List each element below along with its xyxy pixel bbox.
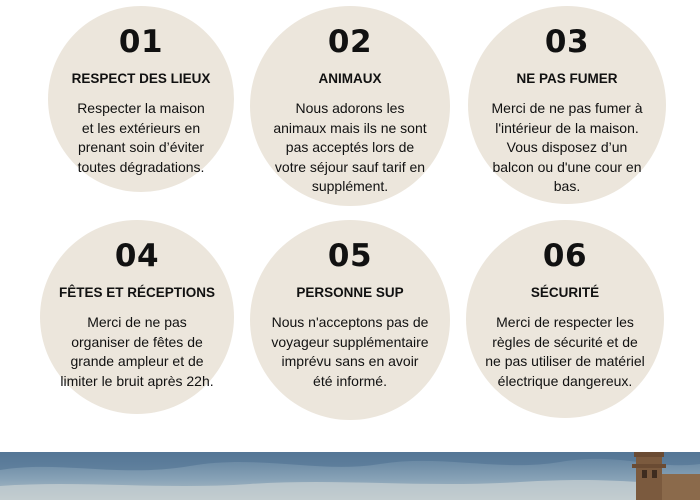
rule-line: et les extérieurs en — [81, 119, 201, 136]
rule-line: été informé. — [313, 372, 387, 389]
rule-line: Respecter la maison — [77, 100, 205, 116]
rule-number: 02 — [327, 24, 373, 60]
rule-line: organiser de fêtes de — [71, 333, 203, 350]
rule-description — [480, 313, 650, 391]
rule-description — [265, 313, 435, 391]
rule-line: Merci de ne pas — [87, 314, 187, 330]
rule-line: règles de sécurité et de — [492, 333, 638, 350]
rule-line: Merci de ne pas fumer à — [491, 100, 643, 116]
rule-number: 06 — [542, 238, 588, 274]
rule-line: limiter le bruit après 22h. — [60, 372, 214, 389]
rule-respect-des-lieux — [48, 6, 234, 192]
rule-number: 01 — [118, 24, 164, 60]
rule-line: Nous adorons les — [295, 100, 405, 116]
rule-securite — [466, 220, 664, 418]
rule-line: votre séjour sauf tarif en — [274, 158, 426, 175]
rule-line: Vous disposez d’un — [506, 139, 628, 155]
rule-title: PERSONNE SUP — [296, 285, 404, 300]
rule-line: pas acceptés lors de — [285, 139, 415, 155]
rule-line: Nous n'acceptons pas de — [271, 314, 429, 330]
rule-line: ne pas utiliser de matériel — [485, 353, 645, 369]
rule-description — [482, 99, 652, 197]
rule-title: SÉCURITÉ — [530, 285, 600, 300]
rule-line: balcon ou d'une cour en — [492, 158, 642, 175]
rule-fetes-et-receptions — [40, 220, 234, 414]
rule-line: Merci de respecter les — [496, 314, 634, 330]
rule-line: animaux mais ils ne sont — [273, 119, 427, 136]
rule-line: électrique dangereux. — [497, 372, 633, 389]
rule-number: 05 — [327, 238, 373, 274]
rule-title: ANIMAUX — [318, 71, 382, 86]
village-photo — [0, 452, 700, 500]
rule-description — [56, 99, 226, 177]
rule-title: FÊTES ET RÉCEPTIONS — [58, 285, 216, 300]
rule-line: supplément. — [311, 178, 389, 194]
rule-personne-sup — [250, 220, 450, 420]
rule-description — [265, 99, 435, 197]
rule-title: NE PAS FUMER — [516, 71, 618, 86]
rule-line: prenant soin d’éviter — [77, 139, 205, 155]
rule-number: 04 — [114, 238, 160, 274]
rule-number: 03 — [544, 24, 590, 60]
rule-line: grande ampleur et de — [70, 353, 204, 369]
rule-animaux — [250, 6, 450, 206]
rule-title: RESPECT DES LIEUX — [71, 71, 211, 86]
rule-line: bas. — [553, 178, 581, 194]
rule-ne-pas-fumer — [468, 6, 666, 204]
rule-line: l'intérieur de la maison. — [495, 119, 639, 136]
rule-line: voyageur supplémentaire — [271, 333, 429, 350]
rule-description — [52, 313, 222, 391]
rule-line: toutes dégradations. — [77, 158, 205, 175]
rule-line: imprévu sans en avoir — [281, 353, 419, 369]
village-photo-illustration — [0, 452, 700, 500]
